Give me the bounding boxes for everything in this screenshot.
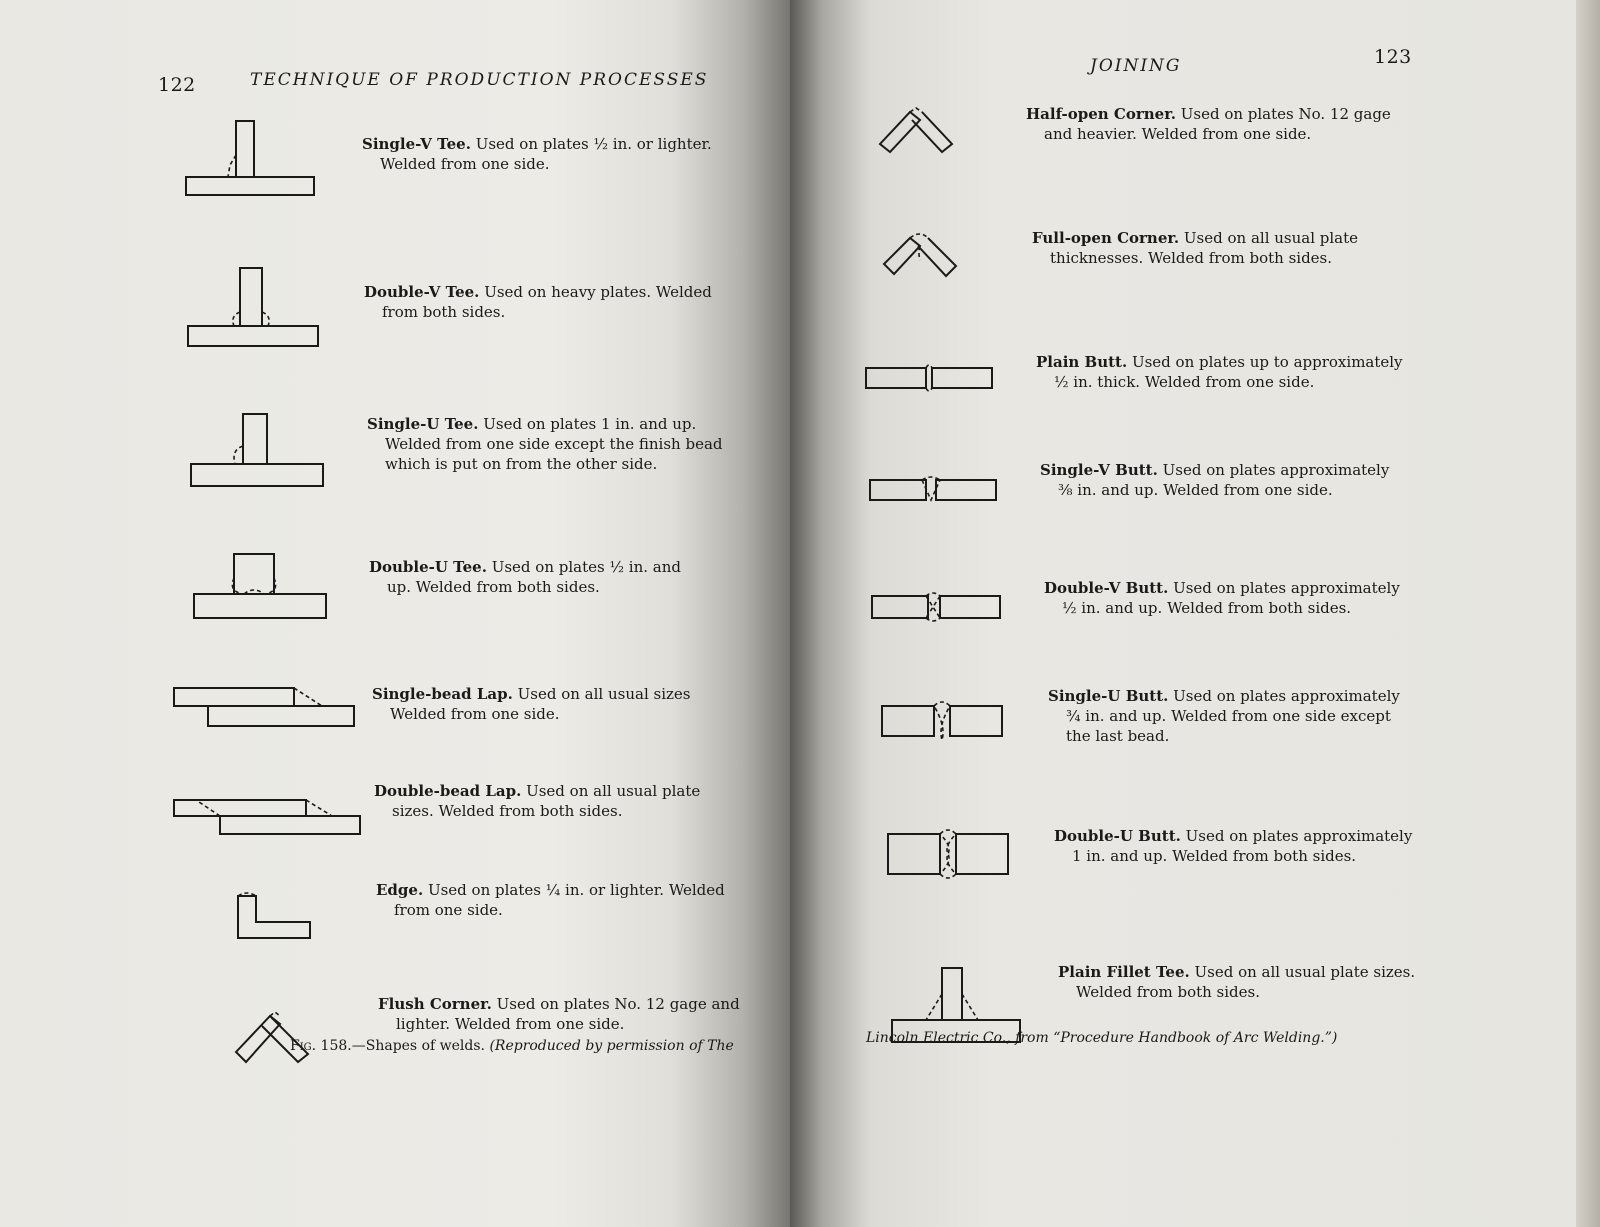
entry-line1: Used on plates ½ in. and bbox=[491, 558, 681, 576]
entry-line1: Used on all usual plate bbox=[1183, 229, 1359, 247]
entry-line2: ¾ in. and up. Welded from one side except bbox=[1066, 707, 1391, 725]
entry-double-u-tee bbox=[369, 557, 759, 597]
left-page bbox=[0, 0, 790, 1227]
entry-half-open-corner bbox=[1026, 104, 1416, 144]
entry-single-u-tee bbox=[367, 414, 757, 474]
entry-name: Half-open Corner. bbox=[1026, 105, 1176, 123]
entry-name: Double-V Tee. bbox=[364, 283, 480, 301]
entry-line1: Used on plates ¼ in. or lighter. Welded bbox=[427, 881, 725, 899]
entry-line3: the last bead. bbox=[1066, 727, 1170, 745]
entry-line3: which is put on from the other side. bbox=[385, 455, 658, 473]
entry-name: Single-bead Lap. bbox=[372, 685, 513, 703]
single-v-butt-diagram bbox=[866, 472, 1002, 510]
figure-label: Fig. 158. bbox=[290, 1038, 352, 1054]
entry-line2: and heavier. Welded from one side. bbox=[1044, 125, 1312, 143]
double-v-tee-diagram bbox=[182, 262, 327, 354]
entry-edge bbox=[376, 880, 766, 920]
entry-line1: Used on plates No. 12 gage bbox=[1180, 105, 1391, 123]
page-number-right: 123 bbox=[1374, 46, 1412, 68]
entry-single-u-butt bbox=[1048, 686, 1438, 746]
entry-single-v-tee bbox=[362, 134, 752, 174]
entry-plain-butt bbox=[1036, 352, 1426, 392]
figure-credit-continued: Lincoln Electric Co., from “Procedure Handbook of Arc Welding.”) bbox=[866, 1030, 1338, 1046]
entry-name: Edge. bbox=[376, 881, 424, 899]
page-number-left: 122 bbox=[158, 74, 196, 96]
entry-double-v-butt bbox=[1044, 578, 1434, 618]
entry-line2: Welded from both sides. bbox=[1076, 983, 1260, 1001]
entry-single-v-butt bbox=[1040, 460, 1430, 500]
single-v-tee-diagram bbox=[180, 115, 325, 205]
entry-line2: ⅜ in. and up. Welded from one side. bbox=[1058, 481, 1333, 499]
entry-name: Single-V Tee. bbox=[362, 135, 471, 153]
entry-line1: Used on plates approximately bbox=[1185, 827, 1413, 845]
entry-name: Single-U Butt. bbox=[1048, 687, 1169, 705]
entry-name: Double-U Tee. bbox=[369, 558, 487, 576]
entry-name: Double-bead Lap. bbox=[374, 782, 522, 800]
entry-name: Single-U Tee. bbox=[367, 415, 479, 433]
entry-double-bead-lap bbox=[374, 781, 764, 821]
page-edge bbox=[1576, 0, 1600, 1227]
running-head-right: JOINING bbox=[1090, 56, 1182, 76]
entry-double-u-butt bbox=[1054, 826, 1444, 866]
entry-line2: from one side. bbox=[394, 901, 503, 919]
entry-line1: Used on all usual sizes bbox=[517, 685, 691, 703]
entry-line1: Used on plates ½ in. or lighter. bbox=[475, 135, 712, 153]
full-open-corner-diagram bbox=[880, 230, 970, 286]
entry-name: Single-V Butt. bbox=[1040, 461, 1158, 479]
entry-line1: Used on heavy plates. Welded bbox=[484, 283, 712, 301]
figure-text: —Shapes of welds. bbox=[351, 1038, 485, 1054]
entry-line2: lighter. Welded from one side. bbox=[396, 1015, 625, 1033]
double-u-tee-diagram bbox=[188, 548, 333, 630]
entry-line2: ½ in. thick. Welded from one side. bbox=[1054, 373, 1315, 391]
entry-name: Double-U Butt. bbox=[1054, 827, 1181, 845]
entry-single-bead-lap bbox=[372, 684, 762, 724]
single-bead-lap-diagram bbox=[170, 680, 360, 740]
entry-name: Plain Fillet Tee. bbox=[1058, 963, 1190, 981]
entry-line2: Welded from one side. bbox=[380, 155, 550, 173]
entry-plain-fillet-tee bbox=[1058, 962, 1448, 1002]
entry-line1: Used on all usual plate sizes. bbox=[1194, 963, 1416, 981]
double-u-butt-diagram bbox=[884, 826, 1014, 888]
edge-diagram bbox=[230, 890, 320, 946]
figure-caption-continued bbox=[866, 1030, 1337, 1046]
entry-line2: sizes. Welded from both sides. bbox=[392, 802, 623, 820]
half-open-corner-diagram bbox=[876, 104, 966, 158]
entry-line2: Welded from one side. bbox=[390, 705, 560, 723]
entry-line2: from both sides. bbox=[382, 303, 506, 321]
double-bead-lap-diagram bbox=[170, 796, 366, 846]
figure-credit: (Reproduced by permission of The bbox=[489, 1038, 734, 1054]
entry-full-open-corner bbox=[1032, 228, 1422, 268]
entry-name: Plain Butt. bbox=[1036, 353, 1128, 371]
entry-name: Full-open Corner. bbox=[1032, 229, 1180, 247]
right-page bbox=[790, 0, 1600, 1227]
entry-line1: Used on plates 1 in. and up. bbox=[483, 415, 697, 433]
entry-line1: Used on plates No. 12 gage and bbox=[496, 995, 740, 1013]
entry-double-v-tee bbox=[364, 282, 754, 322]
running-head-left: TECHNIQUE OF PRODUCTION PROCESSES bbox=[250, 70, 709, 90]
single-u-tee-diagram bbox=[185, 408, 330, 500]
figure-caption bbox=[290, 1038, 734, 1054]
entry-line2: thicknesses. Welded from both sides. bbox=[1050, 249, 1333, 267]
entry-line1: Used on plates up to approximately bbox=[1131, 353, 1403, 371]
entry-flush-corner bbox=[378, 994, 768, 1034]
entry-line2: Welded from one side except the finish bead bbox=[385, 435, 723, 453]
single-u-butt-diagram bbox=[878, 696, 1008, 752]
entry-line1: Used on plates approximately bbox=[1162, 461, 1390, 479]
entry-line2: 1 in. and up. Welded from both sides. bbox=[1072, 847, 1357, 865]
entry-line2: ½ in. and up. Welded from both sides. bbox=[1062, 599, 1352, 617]
entry-line1: Used on all usual plate bbox=[526, 782, 701, 800]
entry-line1: Used on plates approximately bbox=[1173, 579, 1400, 597]
entry-line1: Used on plates approximately bbox=[1173, 687, 1400, 705]
entry-line2: up. Welded from both sides. bbox=[387, 578, 600, 596]
plain-butt-diagram bbox=[862, 360, 998, 402]
double-v-butt-diagram bbox=[868, 586, 1004, 632]
entry-name: Double-V Butt. bbox=[1044, 579, 1169, 597]
entry-name: Flush Corner. bbox=[378, 995, 492, 1013]
